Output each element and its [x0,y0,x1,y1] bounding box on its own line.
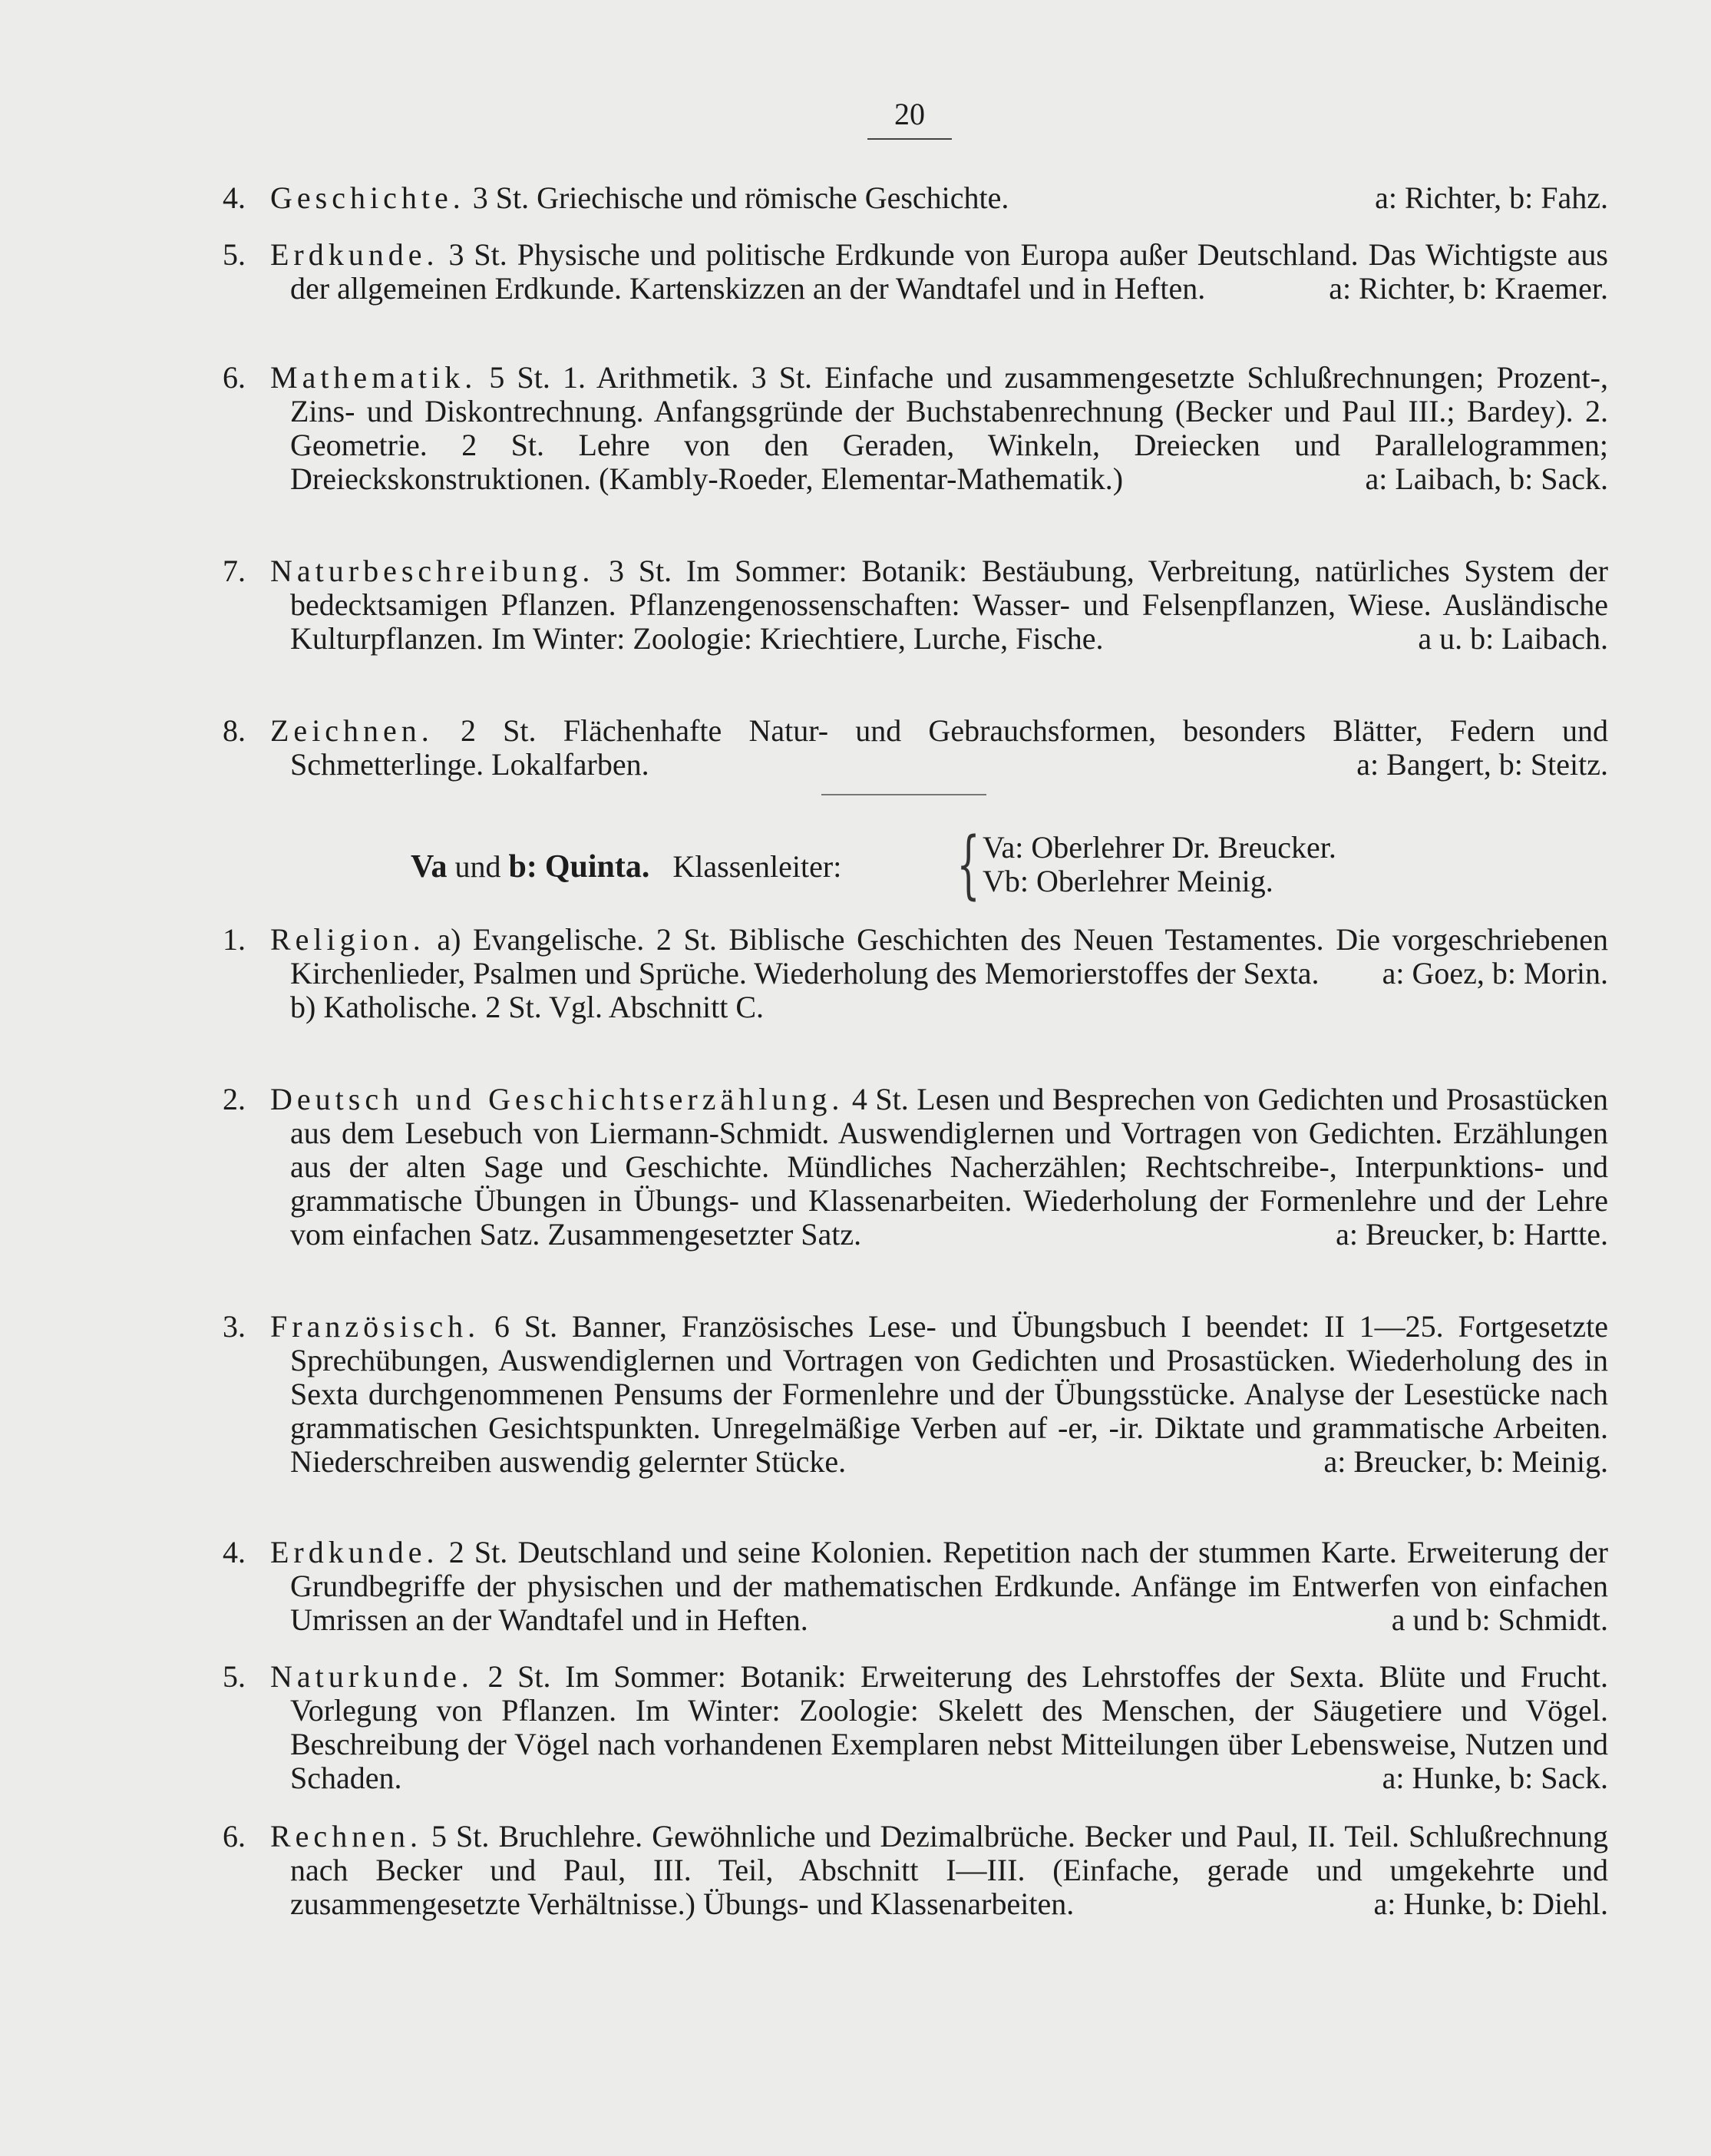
item-number: 6. [223,1819,246,1853]
item-text: 3 St. Physische und politische Erdkunde von Europa außer Deutschland. Das Wichtigste aus der allgemeinen Erdkunde. Kartenskizzen an der Wandtafel und in Heften. [290,237,1608,306]
list-item [223,238,1608,306]
item-text: 6 St. Banner, Französisches Lese- und Übungsbuch I beendet: II 1—25. Fortgesetzte Sprechübungen, Auswendiglernen und Vortragen von Gedichten und Prosastücken. Wiederholung des in Sexta durchgenommenen Pensums der Formenlehre und der Übungsstücke. Analyse der Lesestücke nach grammatischen Gesichtspunkten. Unregelmäßige Verben auf -er, -ir. Diktate und grammatische Arbeiten. Niederschreiben auswendig gelernter Stücke. [290,1309,1608,1479]
class-title-name: Quinta. [544,849,650,885]
teachers: a: Hunke, b: Sack. [1382,1761,1608,1795]
subject-heading: Naturbeschreibung. [270,554,595,588]
class-leader-vb: Vb: Oberlehrer Meinig. [983,864,1273,898]
list-item [223,181,1608,215]
item-text: a) Evangelische. 2 St. Biblische Geschichten des Neuen Testamentes. Die vorgeschriebenen Kirchenlieder, Psalmen und Sprüche. Wiederholung des Memorierstoffes der Sexta. [290,922,1608,990]
item-text: 5 St. Bruchlehre. Gewöhnliche und Dezimalbrüche. Becker und Paul, II. Teil. Schlußrechnung nach Becker und Paul, III. Teil, Abschnitt I—III. (Einfache, gerade und umgekehrte und zusammengesetzte Verhältnisse.) Übungs- und Klassenarbeiten. [290,1819,1608,1921]
teachers: a: Breucker, b: Meinig. [1323,1444,1608,1479]
class-title-und: und [454,849,501,884]
item-number: 8. [223,713,246,748]
item-number: 4. [223,180,246,215]
page-number-rule [867,138,952,140]
list-item [223,1536,1608,1637]
teachers: a: Breucker, b: Hartte. [1336,1217,1608,1252]
item-text: 2 St. Flächenhafte Natur- und Gebrauchsformen, besonders Blätter, Federn und Schmetterlinge. Lokalfarben. [290,713,1608,782]
teachers: a: Richter, b: Fahz. [1375,180,1608,215]
list-item [223,361,1608,496]
item-number: 1. [223,922,246,957]
item-number: 5. [223,237,246,272]
subject-heading: Mathematik. [270,360,477,395]
item-text: 3 St. Griechische und römische Geschichte. [464,180,1009,215]
class-title [411,848,841,886]
teachers: a: Richter, b: Kraemer. [1329,271,1608,306]
item-text: 3 St. Im Sommer: Botanik: Bestäubung, Verbreitung, natürliches System der bedecktsamigen Pflanzen. Pflanzengenossenschaften: Wasser- und Felsenpflanzen, Wiese. Ausländische Kulturpflanzen. Im Winter: Zoologie: Kriechtiere, Lurche, Fische. [290,554,1608,656]
subject-heading: Erdkunde. [270,1535,439,1569]
item-subtext: b) Katholische. 2 St. Vgl. Abschnitt C. [290,990,765,1024]
subject-heading: Naturkunde. [270,1659,474,1694]
class-title-b: b: [508,849,537,885]
class-header [411,822,1485,908]
list-item [223,714,1608,782]
subject-heading: Religion. [270,922,425,957]
list-item [223,1660,1608,1795]
class-title-a: Va [411,849,448,885]
brace-icon: { [956,822,980,908]
page-number: 20 [894,97,925,131]
list-item [223,554,1608,656]
subject-heading: Französisch. [270,1309,481,1344]
item-number: 3. [223,1309,246,1344]
item-number: 7. [223,554,246,588]
list-item [223,1083,1608,1252]
subject-heading: Erdkunde. [270,237,439,272]
subject-heading: Deutsch und Geschichtserzählung. [270,1082,844,1116]
item-number: 2. [223,1082,246,1116]
item-number: 4. [223,1535,246,1569]
item-number: 5. [223,1659,246,1694]
teachers: a: Laibach, b: Sack. [1365,461,1608,496]
list-item [223,923,1608,1024]
teachers: a und b: Schmidt. [1391,1602,1608,1637]
teachers: a u. b: Laibach. [1418,621,1608,656]
teachers: a: Bangert, b: Steitz. [1356,747,1608,782]
item-text: 5 St. 1. Arithmetik. 3 St. Einfache und zusammengesetzte Schlußrechnungen; Prozent-, Zins- und Diskontrechnung. Anfangsgründe der Buchstabenrechnung (Becker und Paul III.; Bardey). 2. Geometrie. 2 St. Lehre von den Geraden, Winkeln, Dreiecken und Parallelogrammen; Dreieckskonstruktionen. (Kambly-Roeder, Elementar-Mathematik.) [290,360,1608,496]
class-leader-va: Va: Oberlehrer Dr. Breucker. [983,830,1336,865]
subject-heading: Geschichte. [270,180,465,215]
list-item [223,1310,1608,1479]
teachers: a: Hunke, b: Diehl. [1373,1886,1608,1921]
teachers: a: Goez, b: Morin. [1382,956,1608,990]
list-item [223,1820,1608,1921]
item-number: 6. [223,360,246,395]
item-text: 2 St. Deutschland und seine Kolonien. Repetition nach der stummen Karte. Erweiterung der Grundbegriffe der physischen und der mathematischen Erdkunde. Anfänge im Entwerfen von einfachen Umrissen an der Wandtafel und in Heften. [290,1535,1608,1637]
subject-heading: Zeichnen. [270,713,434,748]
item-text: 4 St. Lesen und Besprechen von Gedichten und Prosastücken aus dem Lesebuch von Liermann-Schmidt. Auswendiglernen und Vortragen von Gedichten. Erzählungen aus der alten Sage und Geschichte. Mündliches Nacherzählen; Rechtschreibe-, Interpunktions- und grammatische Übungen in Übungs- und Klassenarbeiten. Wiederholung der Formenlehre und der Lehre vom einfachen Satz. Zusammengesetzter Satz. [290,1082,1608,1252]
subject-heading: Rechnen. [270,1819,422,1853]
class-leader-label: Klassenleiter: [672,849,842,884]
item-text: 2 St. Im Sommer: Botanik: Erweiterung des Lehrstoffes der Sexta. Blüte und Frucht. Vorlegung von Pflanzen. Im Winter: Zoologie: Skelett des Menschen, der Säugetiere und Vögel. Beschreibung der Vögel nach vorhandenen Exemplaren nebst Mitteilungen über Lebensweise, Nutzen und Schaden. [290,1659,1608,1795]
section-divider [821,794,986,795]
